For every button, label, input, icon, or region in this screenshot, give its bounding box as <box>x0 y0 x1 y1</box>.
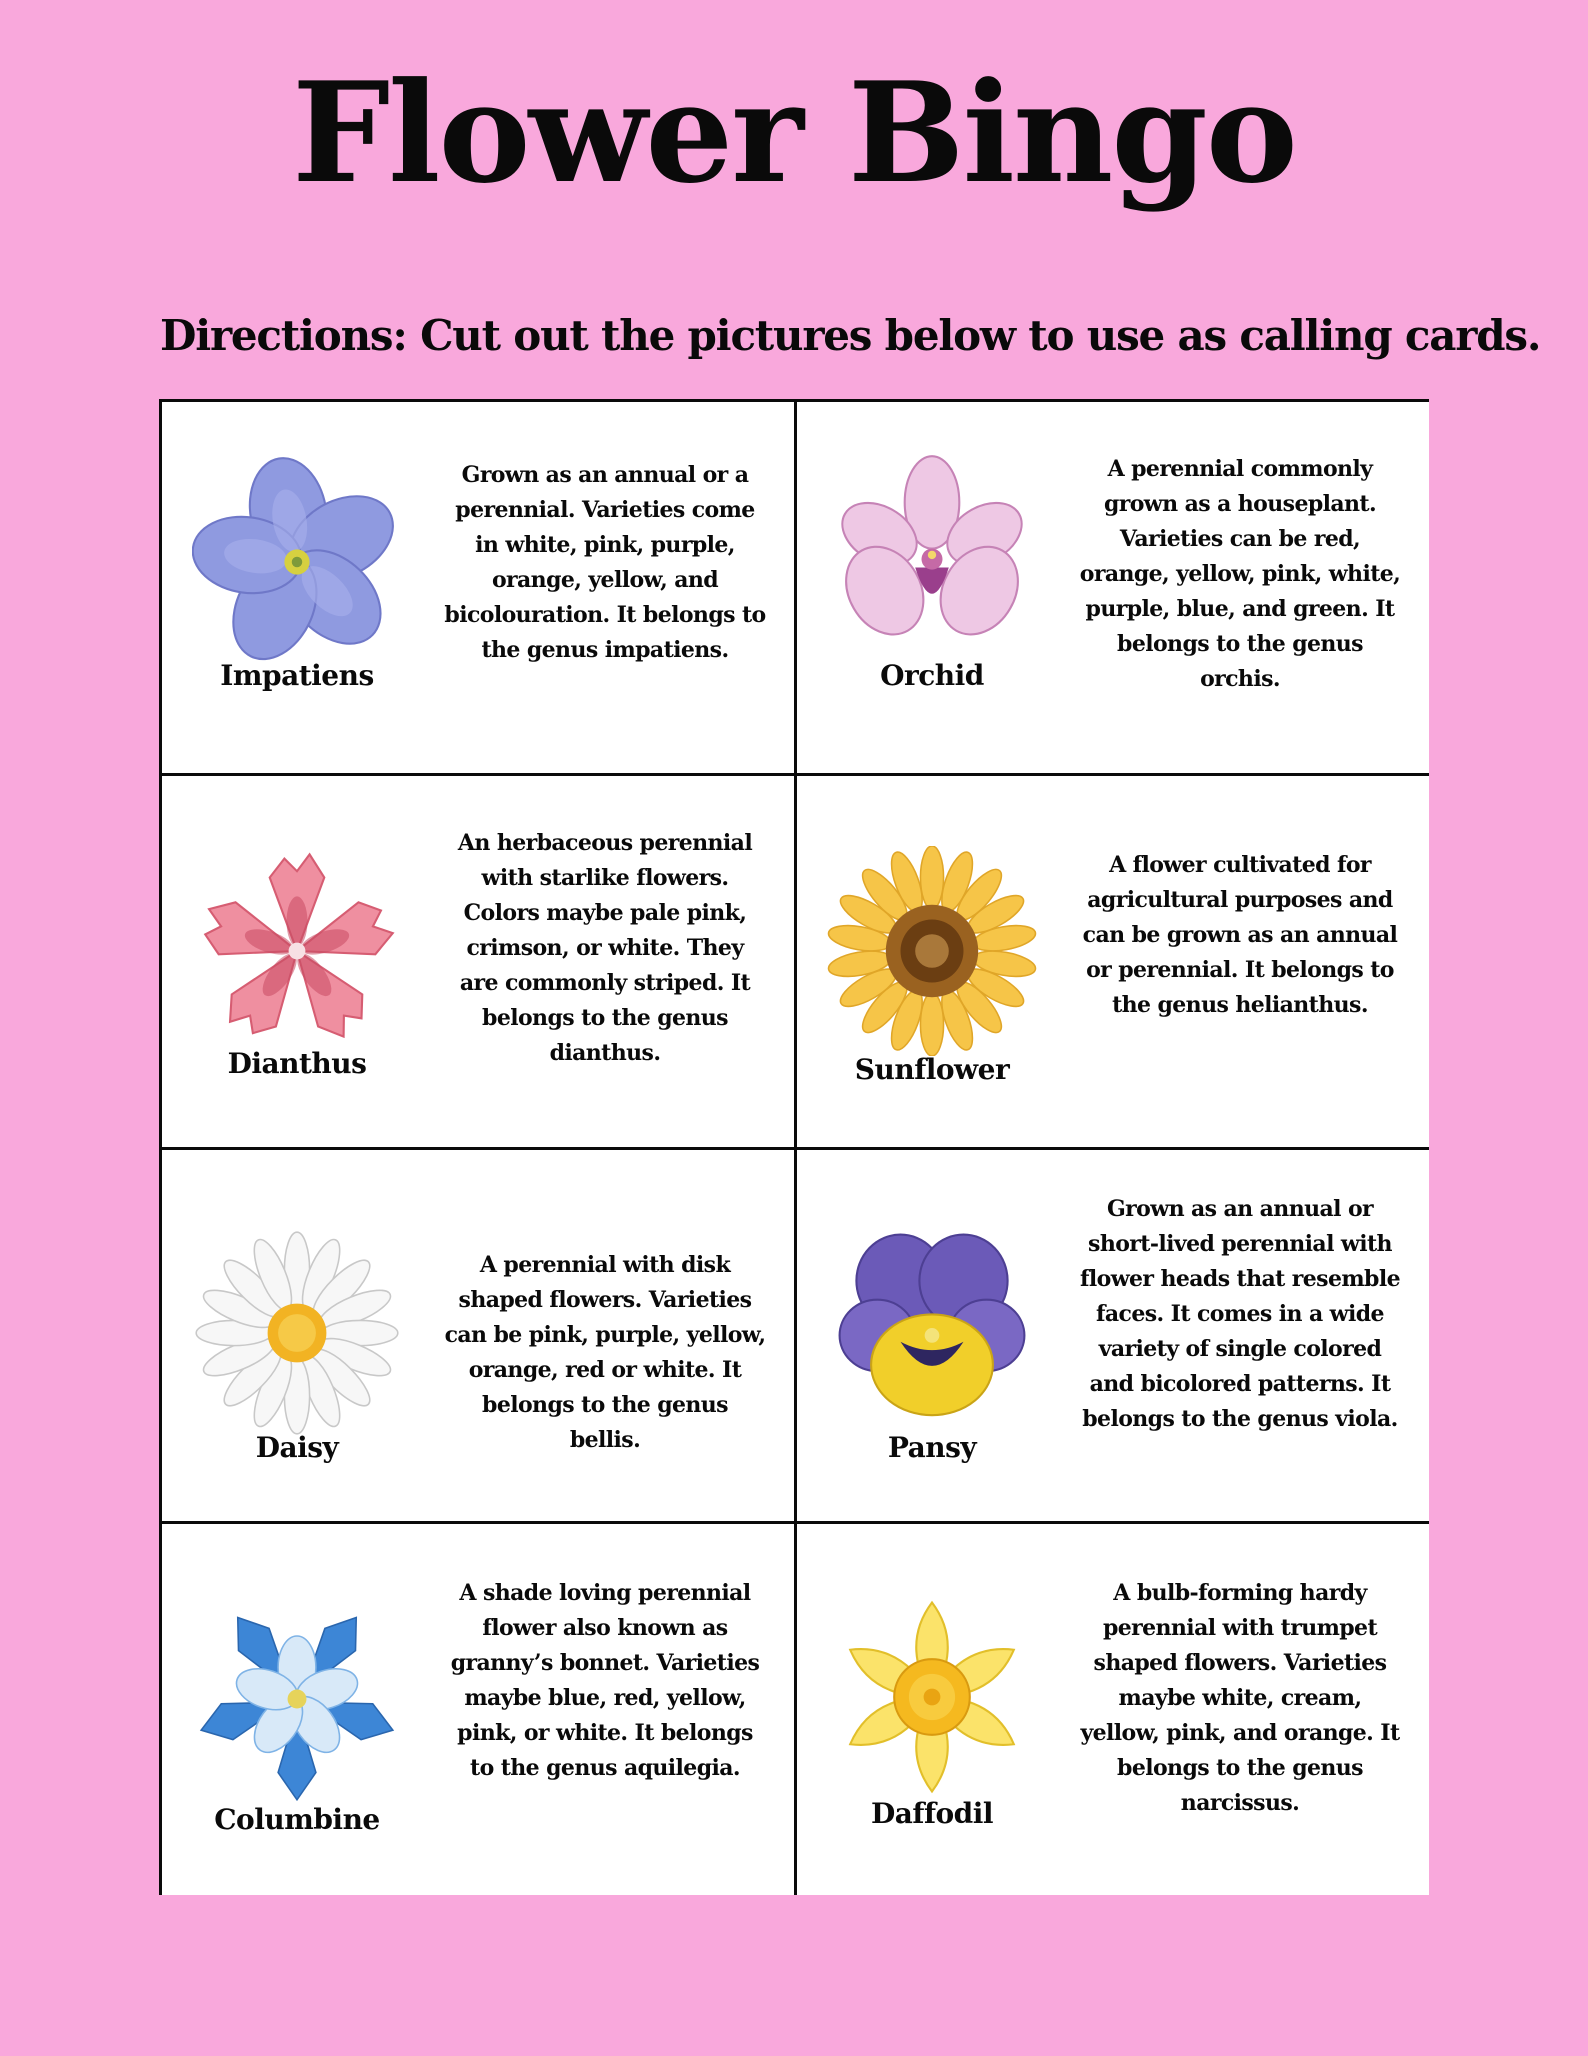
calling-card-daisy <box>162 1150 794 1521</box>
sunflower-icon <box>827 846 1037 1056</box>
calling-card-columbine <box>162 1524 794 1895</box>
card-name: Impatiens <box>220 659 374 692</box>
page-title: Flower Bingo <box>292 51 1296 214</box>
dianthus-flower-icon <box>192 846 402 1056</box>
card-description: A bulb-forming hardy perennial with trumpet shaped flowers. Varieties maybe white, cream, yellow, pink, and orange. It belongs to the genus narcissus. <box>1080 1580 1400 1816</box>
calling-card-dianthus <box>162 776 794 1147</box>
card-name: Pansy <box>887 1431 977 1464</box>
impatiens-flower-icon <box>192 457 402 667</box>
orchid-flower-icon <box>827 452 1037 662</box>
calling-card-pansy <box>797 1150 1429 1521</box>
daisy-flower-icon <box>192 1228 402 1438</box>
columbine-flower-icon <box>192 1594 402 1804</box>
pansy-flower-icon <box>827 1222 1037 1432</box>
card-description: Grown as an annual or a perennial. Varieties come in white, pink, purple, orange, yellow, and bicolouration. It belongs to the genus impatiens. <box>444 462 766 663</box>
card-description: A perennial with disk shaped flowers. Varieties can be pink, purple, yellow, orange, red or white. It belongs to the genus bellis. <box>444 1252 766 1453</box>
calling-card-impatiens <box>162 402 794 773</box>
calling-card-daffodil <box>797 1524 1429 1895</box>
card-name: Columbine <box>214 1803 380 1836</box>
card-description: A flower cultivated for agricultural purposes and can be grown as an annual or perennial. It belongs to the genus helianthus. <box>1082 852 1398 1018</box>
directions-text: Directions: Cut out the pictures below to use as calling cards. <box>160 311 1541 360</box>
card-description: An herbaceous perennial with starlike flowers. Colors maybe pale pink, crimson, or white. They are commonly striped. It belongs to the genus dianthus. <box>457 830 753 1066</box>
card-name: Daffodil <box>870 1797 994 1830</box>
card-description: A perennial commonly grown as a houseplant. Varieties can be red, orange, yellow, pink, white, purple, blue, and green. It belongs to the genus orchis. <box>1079 456 1401 692</box>
calling-card-orchid <box>797 402 1429 773</box>
card-name: Daisy <box>255 1431 339 1464</box>
daffodil-flower-icon <box>827 1592 1037 1802</box>
card-name: Orchid <box>880 659 984 692</box>
card-name: Dianthus <box>227 1047 367 1080</box>
calling-card-sunflower <box>797 776 1429 1147</box>
card-description: Grown as an annual or short-lived perennial with flower heads that resemble faces. It comes in a wide variety of single colored and bicolored patterns. It belongs to the genus viola. <box>1080 1196 1400 1432</box>
card-description: A shade loving perennial flower also known as granny’s bonnet. Varieties maybe blue, red, yellow, pink, or white. It belongs to the genus aquilegia. <box>450 1580 760 1781</box>
calling-cards-grid <box>159 399 1429 1895</box>
card-name: Sunflower <box>854 1053 1010 1086</box>
